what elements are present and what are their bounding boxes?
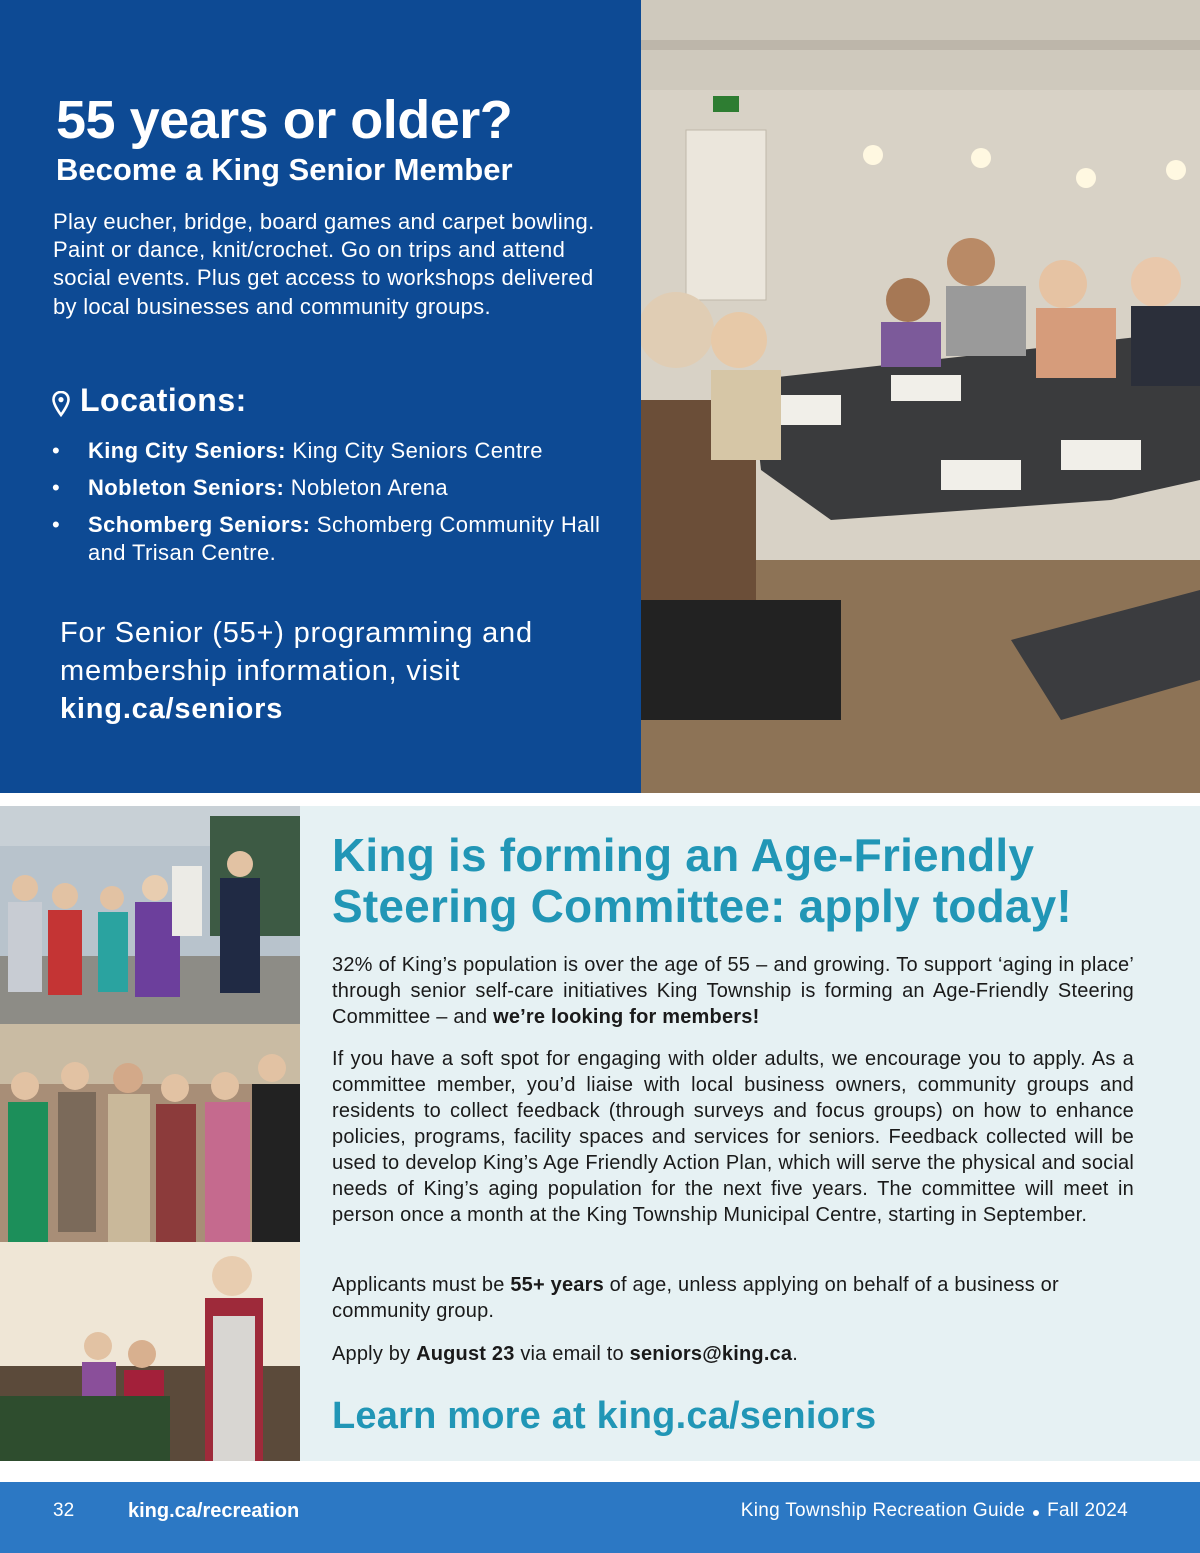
committee-paragraph: If you have a soft spot for engaging with older adults, we encourage you to apply. As a committee member, you’d liaise with local business owners, community groups and residents to collect feedback (through surveys and focus groups) on how to enhance policies, programs, facility spaces and services for seniors. Feedback collected will be used to develop King’s Age Friendly Action Plan, which will serve the physical and social needs of King’s aging population for the next five years. The committee will meet in person once a month at the King Township Municipal Centre, starting in September. bbox=[332, 1048, 1134, 1226]
cta-text: For Senior (55+) programming and membership information, visit bbox=[60, 617, 533, 687]
guide-label bbox=[741, 1500, 1128, 1522]
page-number: 32 bbox=[53, 1500, 75, 1521]
bullet: • bbox=[52, 475, 61, 500]
location-name: Nobleton Seniors: bbox=[88, 475, 285, 500]
seniors-photo-collage bbox=[0, 806, 300, 1461]
location-name: Schomberg Seniors: bbox=[88, 512, 311, 537]
senior-member-panel bbox=[0, 0, 641, 793]
apply-text-end: . bbox=[792, 1343, 798, 1365]
age-requirement: 55+ years bbox=[510, 1274, 604, 1296]
guide-season: Fall 2024 bbox=[1047, 1500, 1128, 1521]
list-item bbox=[52, 511, 622, 567]
locations-list bbox=[52, 437, 622, 576]
bullet: • bbox=[52, 438, 61, 463]
guide-title: King Township Recreation Guide bbox=[740, 1500, 1026, 1521]
headline: 55 years or older? bbox=[56, 90, 513, 150]
learn-more-link[interactable]: Learn more at king.ca/seniors bbox=[332, 1395, 877, 1437]
map-pin-icon bbox=[52, 388, 70, 414]
intro-paragraph-text: 32% of King’s population is over the age of 55 – and growing. To support ‘aging in place’ through senior self-care initiatives King Township is forming an Age-Friendly Steering Committee – and bbox=[332, 954, 1134, 1028]
location-place: Schomberg Community Hall and Trisan Centre. bbox=[88, 512, 601, 565]
deadline-date: August 23 bbox=[416, 1343, 515, 1365]
location-name: King City Seniors: bbox=[88, 438, 286, 463]
apply-text-a: Apply by bbox=[332, 1343, 411, 1365]
seniors-email-link[interactable]: seniors@king.ca bbox=[629, 1343, 793, 1365]
list-item bbox=[52, 474, 622, 502]
apply-paragraph bbox=[332, 1341, 1134, 1367]
location-place: Nobleton Arena bbox=[290, 475, 449, 500]
eligibility-text-a: Applicants must be bbox=[332, 1274, 505, 1296]
apply-text-b: via email to bbox=[520, 1343, 624, 1365]
page-footer bbox=[0, 1482, 1200, 1553]
separator-dot bbox=[1033, 1510, 1039, 1516]
recreation-link[interactable]: king.ca/recreation bbox=[128, 1500, 300, 1522]
eligibility-text-b: of age, unless applying on behalf of a business or community group. bbox=[332, 1274, 1059, 1322]
eligibility-paragraph bbox=[332, 1272, 1134, 1324]
list-item bbox=[52, 437, 622, 465]
membership-cta bbox=[60, 614, 620, 728]
location-place: King City Seniors Centre bbox=[292, 438, 543, 463]
intro-text: Play eucher, bridge, board games and carpet bowling. Paint or dance, knit/crochet. Go on trips and attend social events. Plus get access to workshops delivered by local businesses and community groups. bbox=[53, 209, 595, 319]
age-friendly-title: King is forming an Age-Friendly Steering Committee: apply today! bbox=[332, 829, 1072, 932]
seniors-activity-photo bbox=[641, 0, 1200, 793]
subhead: Become a King Senior Member bbox=[56, 152, 513, 187]
locations-heading-label: Locations: bbox=[80, 382, 247, 418]
bullet: • bbox=[52, 512, 61, 537]
looking-for-members: we’re looking for members! bbox=[493, 1006, 760, 1028]
locations-heading bbox=[52, 382, 247, 419]
intro-paragraph bbox=[332, 952, 1134, 1030]
seniors-link[interactable]: king.ca/seniors bbox=[60, 693, 284, 725]
